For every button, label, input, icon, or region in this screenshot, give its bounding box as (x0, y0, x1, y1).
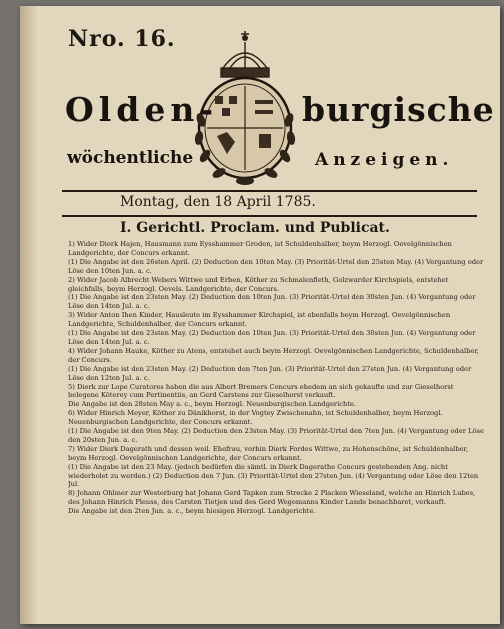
notice-paragraph: Die Angabe ist den 2ten Jun. a. c., beym hiesigen Herzogl. Landgerichte. (68, 507, 316, 516)
page-shadow (20, 6, 38, 624)
newspaper-page (20, 6, 500, 624)
notice-paragraph: (1) Die Angabe ist den 26sten April. (2) Deduction den 10ten May. (3) Priorität-Urtel den 25sten May. (4) Vergantung oder Löse den 10ten Jun. a. c. (68, 257, 484, 275)
notice-paragraph: 2) Wider Jacob Albrecht Webers Wittwe und Erben, Köther zu Schmalenfleth, Golzwarder Kirchspiels, entstehet gleichfalls, beym Herzogl. Oevels. Landgerichte, der Concurs. (68, 275, 449, 293)
header-rule-top (62, 190, 477, 192)
issue-number: Nro. 16. (68, 26, 176, 52)
notice-paragraph: Die Angabe ist den 28sten May a. c., beym Herzogl. Neuenburgischen Landgerichte. (68, 400, 357, 409)
masthead-subtitle-right: Anzeigen. (315, 150, 454, 170)
notice-paragraph: (1) Die Angabe ist den 23 May. (jedoch bedürfen die sämtl. in Dierk Dagerathe Concurs gestehenden Ang. nicht wiederholet zu werden.) (2) Deduction den 7 Jun. (3) Priorität-Urtel den 27sten Jun. (4) Vergantung oder Löse den 12ten Jul. (68, 462, 479, 489)
header-rule-bottom (62, 215, 477, 217)
notice-paragraph: 1) Wider Dierk Hajen, Hausmann zum Eysshammer Groden, ist Schuldenhalber, beym Herzogl. Oevelgönnischen Landgerichte, der Concurs erkannt. (68, 240, 452, 257)
notice-paragraph: (1) Die Angabe ist den 23sten May. (2) Deduction den 10ten Jun. (3) Priorität-Urtel den 30sten Jun. (4) Vergantung oder Löse den 14ten Jul. a. c. (68, 329, 476, 346)
notice-paragraph: 7) Wider Dierk Dagerath und dessen weil. Ehefrau, vorhin Dierk Fordes Wittwe, zu Hohenschöne, ist Schuldenhalber, beym Herzogl. Oevelgönnischen Landgerichte, der Concurs erkannt. (68, 444, 469, 462)
notice-paragraph: 3) Wider Anton Ihen Kinder, Hausleute im Eysshammer Kirchspiel, ist ebenfalls beym Herzogl. Oevelgönnischen Landgerichte, Schuldenhalber, der Concurs erkannt. (68, 311, 451, 329)
notice-paragraph: 4) Wider Johann Hauke, Köther zu Atens, entstehet auch beym Herzogl. Oevelgönnischen Landgerichte, Schuldenhalber, der Concurs. (68, 346, 479, 364)
notice-paragraph: (1) Die Angabe ist den 23sten May. (2) Deduction den 10ten Jun. (3) Priorität-Urtel den 30sten Jun. (4) Vergantung oder Löse den 14ten Jul. a. c. (68, 293, 476, 311)
section-title: I. Gerichtl. Proclam. und Publicat. (120, 220, 390, 236)
masthead-title-right: burgische (302, 90, 495, 129)
notice-paragraph: (1) Die Angabe ist den 9ten May. (2) Deduction den 23sten May. (3) Priorität-Urtel den 7ten Jun. (4) Vergantung oder Löse den 20sten Jun. a. c. (68, 427, 484, 444)
masthead-title-left: Olden- (65, 90, 219, 129)
notice-paragraph: (1) Die Angabe ist den 23sten May. (2) Deduction den 7ten Jun. (3) Priorität-Urtel den 27sten Jun. (4) Vergantung oder Löse den 12ten Jul. a. c. (68, 364, 472, 382)
issue-date: Montag, den 18 April 1785. (120, 194, 316, 210)
notice-paragraph: 5) Dierk zur Lope Curatores haben die aus Albert Bremers Concurs ehedem an sich gekaufte und zur Gieselhorst belegene Köterey cum Pertinentiis, an Gerd Carstens zur Gieselhorst verkauft. (68, 382, 454, 400)
notices-body (68, 240, 486, 620)
masthead-subtitle-left: wöchentliche (67, 148, 194, 168)
notice-paragraph: 6) Wider Hinrich Meyer, Köther zu Dänikhorst, in der Vogtey Zwischenahn, ist Schuldenhalber, beym Herzogl. Neuenburgischen Landgerichte, der Concurs erkannt. (68, 409, 443, 427)
notice-paragraph: 8) Johann Ohlmer zur Westerburg hat Johann Gerd Tapken zum Strecke 2 Placken Wieseland, welche an Hinrich Lubes, des Johann Hinrich Pleuss, des Carsten Tietjen und des Gerd Wegemanns Kinder Lande benachbaret, verkauft. (68, 489, 476, 507)
